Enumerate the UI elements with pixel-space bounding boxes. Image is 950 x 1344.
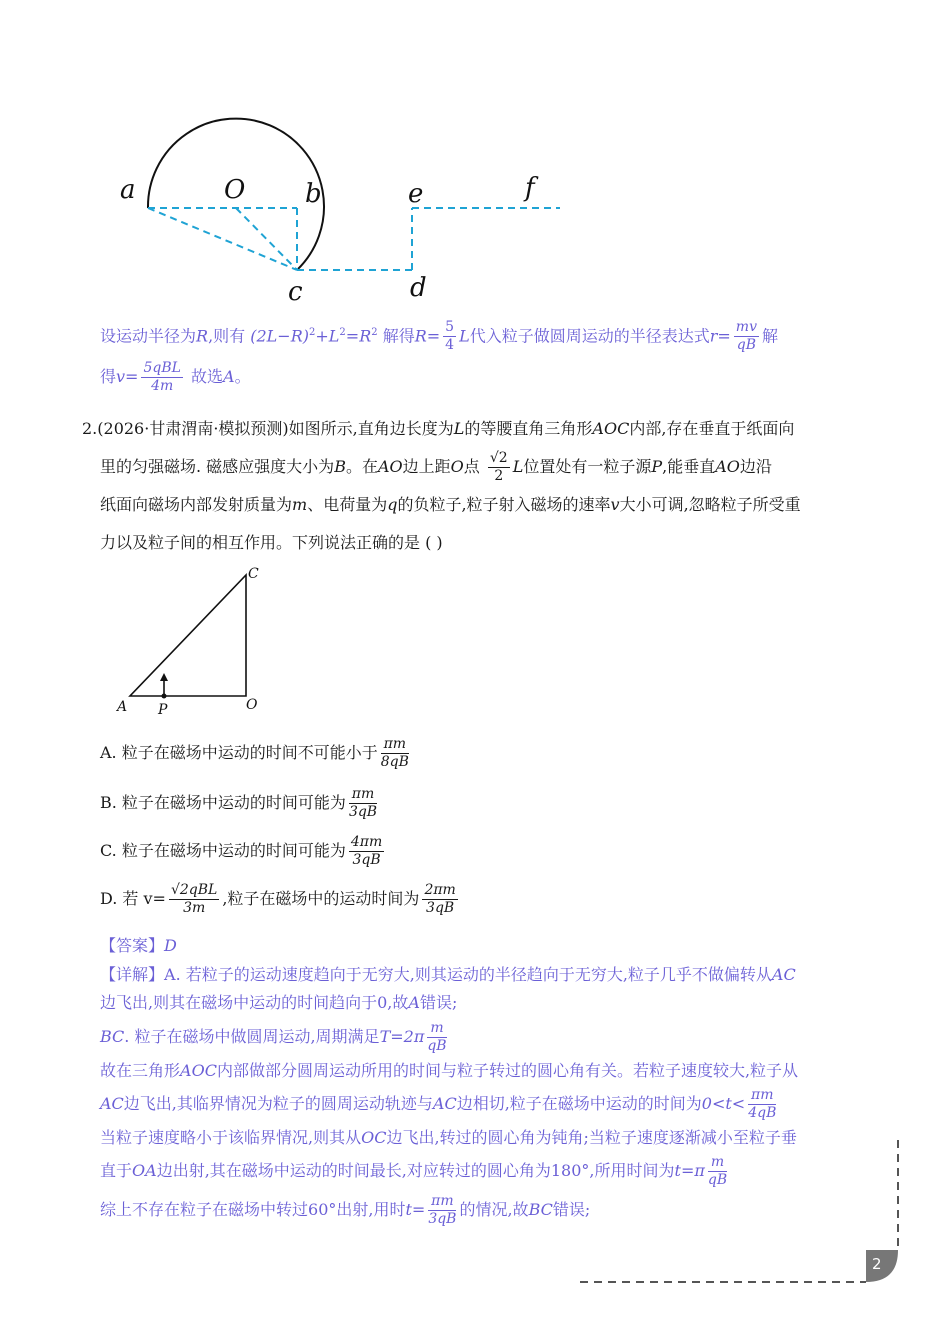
solution-1: 设运动半径为R,则有 $(2L-R)^2+L^2=R^2$ 解得R= $\frac{5}{4}$ L代入粒子做圆周运动的半径表达式r= $\frac{mv}{qB}$ 解 得v= $\frac{\text{5qBL}}{4m}$ 故选A。 — [100, 319, 778, 395]
page-corner-border — [570, 1130, 910, 1290]
figure-triangle — [110, 560, 270, 720]
option-b[interactable]: B. 粒子在磁场中运动的时间可能为 $\frac{\pi m}{3qB}$ — [100, 786, 378, 820]
label-C: C — [248, 566, 259, 582]
option-a[interactable]: A. 粒子在磁场中运动的时间不可能小于 $\frac{\pi m}{8qB}$ — [100, 736, 409, 770]
label-A: A — [117, 699, 128, 715]
answer-line: 【答案】D — [100, 936, 177, 955]
label-b: b — [305, 179, 322, 209]
option-c[interactable]: C. 粒子在磁场中运动的时间可能为 $\frac{4\pi m}{3qB}$ — [100, 834, 383, 868]
figure-trajectory — [110, 95, 580, 310]
label-f: f — [525, 173, 535, 203]
option-d[interactable]: D. 若 v= $\frac{\text{√2qBL}}{3m}$ ,粒子在磁场中的运动时间为 $\frac{2\pi m}{3qB}$ — [100, 882, 456, 916]
label-P: P — [158, 702, 168, 718]
detail-block: 【详解】A. 若粒子的运动速度趋向于无穷大,则其运动的半径趋向于无穷大,粒子几乎不做偏转从AC 边飞出,则其在磁场中运动的时间趋向于0,故A错误; BC. 粒子在磁场中做圆周运动,周期满足T=2π $\frac{m}{qB}$ 故在三角形AOC内部做部分圆周运动所用的时间与粒子转过的圆心角有关。若粒子速度较大,粒子从 AC边飞出,其临界情况为粒子的圆周运动轨迹与AC边相切,粒子在磁场中运动的时间为0<t< $\frac{\pi m}{4qB}$ 当粒子速度略小于该临界情况,则其从OC边飞出,转过的圆心角为钝角;当粒子速度逐渐减小至粒子垂 直于OA边出射,其在磁场中运动的时间最长,对应转过的圆心角为180°,所用时间为t=π $\frac{m}{qB}$ 综上不存在粒子在磁场中转过60°出射,用时t= $\frac{\pi m}{3qB}$ 的情况,故BC错误; — [100, 965, 799, 1227]
label-O: O — [224, 175, 246, 205]
label-d: d — [410, 273, 427, 303]
label-c: c — [288, 277, 303, 307]
page-number: 2 — [872, 1255, 882, 1273]
label-e: e — [408, 179, 424, 209]
label-a: a — [120, 175, 136, 205]
question-2: 2.(2026·甘肃渭南·模拟预测)如图所示,直角边长度为L的等腰直角三角形AOC内部,存在垂直于纸面向 里的匀强磁场. 磁感应强度大小为B。在AO边上距O点 $\frac{√2}{2}$ L位置处有一粒子源P,能垂直AO边沿 纸面向磁场内部发射质量为m、电荷量为q的负粒子,粒子射入磁场的速率v大小可调,忽略粒子所受重 力以及粒子间的相互作用。下列说法正确的是 ( ) — [82, 419, 801, 552]
label-O2: O — [246, 697, 258, 713]
